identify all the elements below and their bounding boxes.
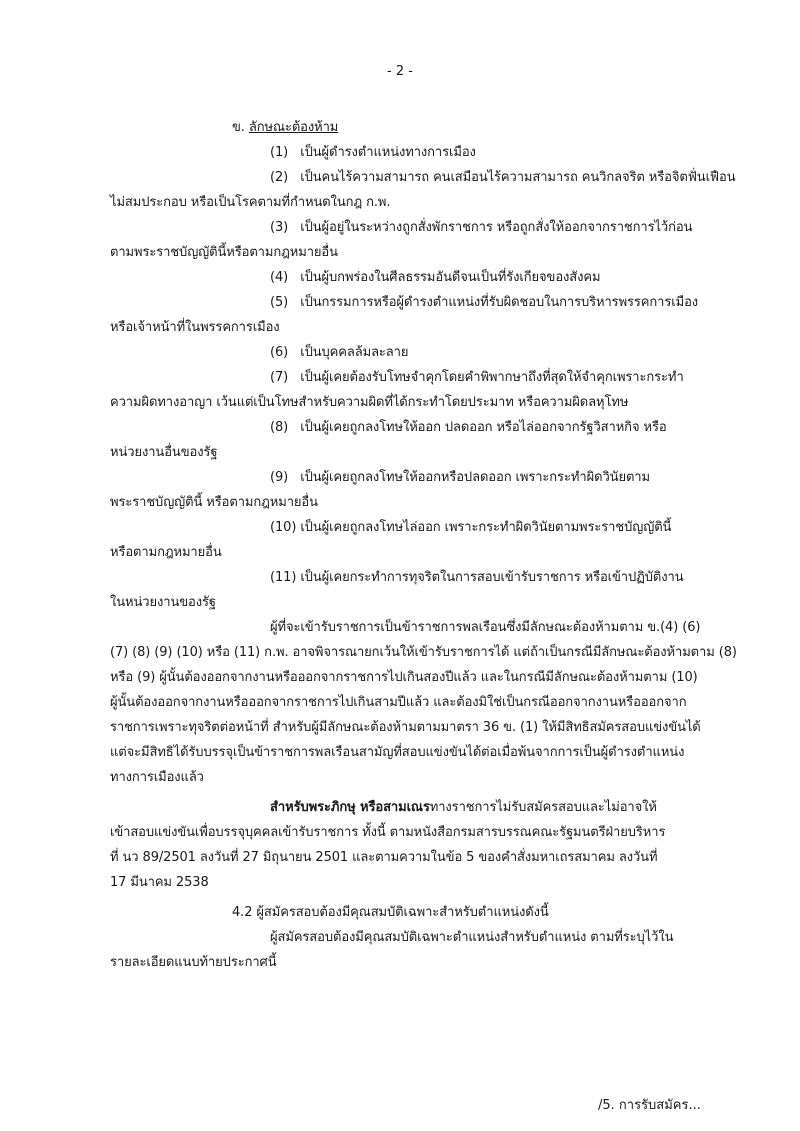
item-6 bbox=[270, 343, 408, 363]
item-3-cont: ตามพระราชบัญญัตินี้หรือตามกฎหมายอื่น bbox=[110, 245, 338, 260]
item-number: (2) bbox=[270, 170, 289, 185]
item-text: เป็นผู้เคยต้องรับโทษจำคุกโดยคำพิพากษาถึงที่สุดให้จำคุกเพราะกระทำ bbox=[300, 370, 684, 385]
item-number: (3) bbox=[270, 220, 289, 235]
item-1 bbox=[270, 143, 476, 163]
item-number: (1) bbox=[270, 145, 289, 160]
item-number: (9) bbox=[270, 470, 289, 485]
monk-line-2: เข้าสอบแข่งขันเพื่อบรรจุบุคคลเข้ารับราชการ ทั้งนี้ ตามหนังสือกรมสารบรรณคณะรัฐมนตรีฝ่ายบริหาร bbox=[110, 825, 666, 840]
item-7 bbox=[270, 368, 684, 388]
item-4 bbox=[270, 268, 600, 288]
item-7-cont: ความผิดทางอาญา เว้นแต่เป็นโทษสำหรับความผิดที่ได้กระทำโดยประมาท หรือความผิดลหุโทษ bbox=[110, 395, 629, 410]
item-number: (4) bbox=[270, 270, 289, 285]
item-5-cont: หรือเจ้าหน้าที่ในพรรคการเมือง bbox=[110, 320, 280, 335]
item-number: (11) bbox=[270, 570, 297, 585]
item-5 bbox=[270, 293, 698, 313]
item-8 bbox=[270, 418, 667, 438]
exception-line-3: หรือ (9) ผู้นั้นต้องออกจากงานหรือออกจากราชการไปเกินสองปีแล้ว และในกรณีมีลักษณะต้องห้ามตาม (10) bbox=[110, 670, 698, 685]
page-number: - 2 - bbox=[387, 64, 413, 79]
exception-line-4: ผู้นั้นต้องออกจากงานหรือออกจากราชการไปเกินสามปีแล้ว และต้องมิใช่เป็นกรณีออกจากงานหรือออกจาก bbox=[110, 695, 687, 710]
item-11 bbox=[270, 568, 684, 588]
item-number: (5) bbox=[270, 295, 289, 310]
item-2 bbox=[270, 168, 736, 188]
item-10 bbox=[270, 518, 671, 538]
exception-line-1: ผู้ที่จะเข้ารับราชการเป็นข้าราชการพลเรือนซึ่งมีลักษณะต้องห้ามตาม ข.(4) (6) bbox=[270, 620, 701, 635]
item-text: เป็นผู้อยู่ในระหว่างถูกสั่งพักราชการ หรือถูกสั่งให้ออกจากราชการไว้ก่อน bbox=[300, 220, 693, 235]
exception-line-7: ทางการเมืองแล้ว bbox=[110, 770, 204, 785]
section-4-2-line-2: รายละเอียดแนบท้ายประกาศนี้ bbox=[110, 955, 277, 970]
monk-bold-lead: สำหรับพระภิกษุ หรือสามเณร bbox=[270, 800, 430, 815]
monk-line-4: 17 มีนาคม 2538 bbox=[110, 875, 209, 890]
item-8-cont: หน่วยงานอื่นของรัฐ bbox=[110, 445, 218, 460]
item-text: เป็นผู้ดำรงตำแหน่งทางการเมือง bbox=[300, 145, 476, 160]
section-4-2-line-1: ผู้สมัครสอบต้องมีคุณสมบัติเฉพาะตำแหน่งสำหรับตำแหน่ง ตามที่ระบุไว้ใน bbox=[270, 930, 674, 945]
item-3 bbox=[270, 218, 692, 238]
item-text: เป็นผู้เคยกระทำการทุจริตในการสอบเข้ารับราชการ หรือเข้าปฏิบัติงาน bbox=[300, 570, 684, 585]
section-b-heading bbox=[232, 118, 338, 138]
item-text: เป็นคนไร้ความสามารถ คนเสมือนไร้ความสามารถ คนวิกลจริต หรือจิตฟั่นเฟือน bbox=[300, 170, 736, 185]
section-b-prefix: ข. bbox=[232, 120, 245, 135]
monk-line-1 bbox=[270, 798, 657, 818]
item-number: (6) bbox=[270, 345, 289, 360]
item-number: (10) bbox=[270, 520, 297, 535]
exception-line-2: (7) (8) (9) (10) หรือ (11) ก.พ. อาจพิจารณายกเว้นให้เข้ารับราชการได้ แต่ถ้าเป็นกรณีมีลักษณะต้องห้ามตาม (8) bbox=[110, 645, 737, 660]
item-text: เป็นผู้เคยถูกลงโทษให้ออกหรือปลดออก เพราะกระทำผิดวินัยตาม bbox=[300, 470, 650, 485]
item-text: เป็นผู้เคยถูกลงโทษไล่ออก เพราะกระทำผิดวินัยตามพระราชบัญญัตินี้ bbox=[300, 520, 672, 535]
item-11-cont: ในหน่วยงานของรัฐ bbox=[110, 595, 216, 610]
item-9-cont: พระราชบัญญัตินี้ หรือตามกฎหมายอื่น bbox=[110, 495, 318, 510]
section-4-2-heading: 4.2 ผู้สมัครสอบต้องมีคุณสมบัติเฉพาะสำหรับตำแหน่งดังนี้ bbox=[232, 905, 549, 920]
item-text: เป็นกรรมการหรือผู้ดำรงตำแหน่งที่รับผิดชอบในการบริหารพรรคการเมือง bbox=[300, 295, 699, 310]
item-number: (8) bbox=[270, 420, 289, 435]
continuation-footer: /5. การรับสมัคร... bbox=[598, 1098, 701, 1113]
item-9 bbox=[270, 468, 650, 488]
monk-line-3: ที่ นว 89/2501 ลงวันที่ 27 มิถุนายน 2501 และตามความในข้อ 5 ของคำสั่งมหาเถรสมาคม ลงวันที่ bbox=[110, 850, 658, 865]
item-text: เป็นผู้บกพร่องในศีลธรรมอันดีจนเป็นที่รังเกียจของสังคม bbox=[300, 270, 601, 285]
section-b-title: ลักษณะต้องห้าม bbox=[248, 120, 339, 135]
item-text: เป็นผู้เคยถูกลงโทษให้ออก ปลดออก หรือไล่ออกจากรัฐวิสาหกิจ หรือ bbox=[300, 420, 667, 435]
exception-line-5: ราชการเพราะทุจริตต่อหน้าที่ สำหรับผู้มีลักษณะต้องห้ามตามมาตรา 36 ข. (1) ให้มีสิทธิสมัครสอบแข่งขันได้ bbox=[110, 720, 701, 735]
item-2-cont: ไม่สมประกอบ หรือเป็นโรคตามที่กำหนดในกฎ ก.พ. bbox=[110, 195, 391, 210]
item-number: (7) bbox=[270, 370, 289, 385]
monk-line-1-rest: ทางราชการไม่รับสมัครสอบและไม่อาจให้ bbox=[429, 800, 657, 815]
exception-line-6: แต่จะมีสิทธิได้รับบรรจุเป็นข้าราชการพลเรือนสามัญที่สอบแข่งขันได้ต่อเมื่อพ้นจากการเป็นผู้ดำรงตำแหน่ง bbox=[110, 745, 685, 760]
item-text: เป็นบุคคลล้มละลาย bbox=[300, 345, 409, 360]
item-10-cont: หรือตามกฎหมายอื่น bbox=[110, 545, 222, 560]
